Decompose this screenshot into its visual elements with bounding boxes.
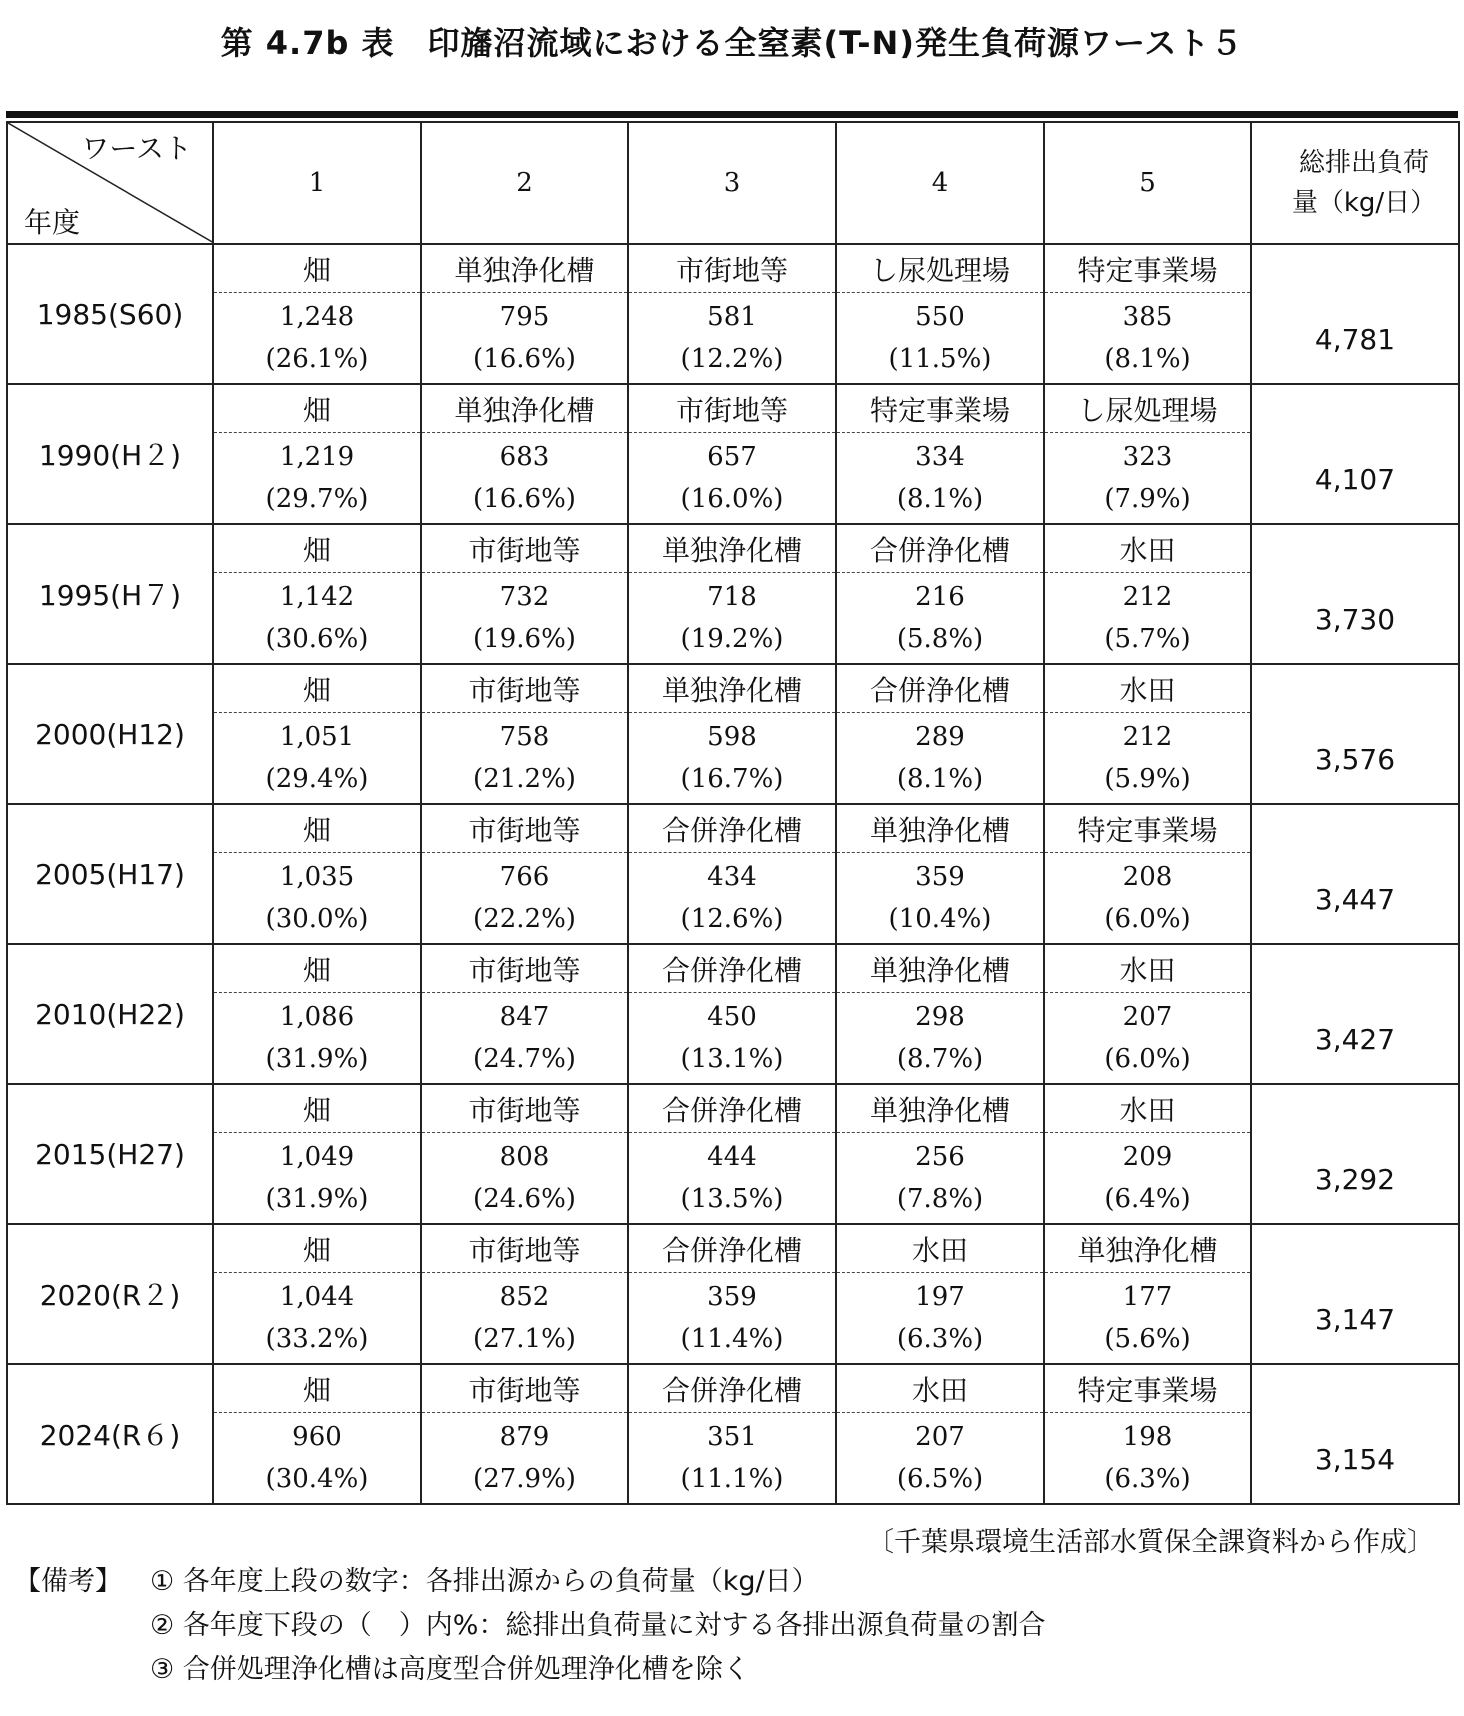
- value-row: [7, 1413, 1459, 1505]
- source-row: [7, 944, 1459, 993]
- value-cell: [213, 1413, 421, 1505]
- year-cell: 1985(S60): [7, 244, 213, 384]
- source-cell: 単独浄化槽: [421, 244, 628, 293]
- value-cell: [836, 993, 1044, 1085]
- load-value: 879: [499, 1422, 550, 1452]
- load-value: 657: [707, 442, 757, 472]
- load-value: 334: [915, 442, 965, 472]
- source-cell: 水田: [836, 1364, 1044, 1413]
- value-cell: [421, 1413, 628, 1505]
- load-value: 209: [1122, 1142, 1173, 1172]
- source-cell: 畑: [213, 1364, 421, 1413]
- load-percent: (24.7%): [473, 1044, 576, 1074]
- source-cell: 単独浄化槽: [628, 524, 836, 573]
- load-percent: (12.6%): [680, 904, 784, 934]
- load-percent: (31.9%): [265, 1044, 369, 1074]
- source-row: [7, 244, 1459, 293]
- value-cell: [421, 433, 628, 525]
- load-percent: (27.9%): [473, 1464, 576, 1494]
- value-cell: [836, 853, 1044, 945]
- load-value: 177: [1122, 1282, 1173, 1312]
- source-cell: 畑: [213, 244, 421, 293]
- total-cell: 3,427: [1251, 944, 1459, 1084]
- source-cell: 市街地等: [421, 944, 628, 993]
- table-top-rule: [6, 111, 1458, 118]
- year-cell: 2020(R２): [7, 1224, 213, 1364]
- load-value: 256: [915, 1142, 965, 1172]
- value-cell: [628, 713, 836, 805]
- value-row: [7, 853, 1459, 945]
- load-value: 1,044: [279, 1282, 355, 1312]
- source-row: [7, 804, 1459, 853]
- source-row: [7, 384, 1459, 433]
- value-cell: [213, 713, 421, 805]
- load-percent: (30.6%): [265, 624, 369, 654]
- load-percent: (19.2%): [680, 624, 784, 654]
- source-cell: 水田: [1044, 664, 1251, 713]
- value-cell: [1044, 1133, 1251, 1225]
- rank-header: 1: [213, 122, 421, 244]
- value-cell: [628, 433, 836, 525]
- load-value: 1,049: [279, 1142, 355, 1172]
- source-cell: 市街地等: [421, 1364, 628, 1413]
- source-row: [7, 664, 1459, 713]
- value-cell: [421, 1133, 628, 1225]
- value-cell: [1044, 993, 1251, 1085]
- value-cell: [213, 853, 421, 945]
- source-cell: 市街地等: [421, 664, 628, 713]
- year-cell: 2005(H17): [7, 804, 213, 944]
- value-cell: [213, 993, 421, 1085]
- total-load-header: [1251, 122, 1459, 244]
- value-cell: [421, 573, 628, 665]
- load-value: 718: [707, 582, 757, 612]
- load-value: 960: [292, 1422, 342, 1452]
- rank-header: 3: [628, 122, 836, 244]
- year-cell: 1990(H２): [7, 384, 213, 524]
- load-percent: (8.1%): [1104, 344, 1191, 374]
- load-percent: (19.6%): [473, 624, 576, 654]
- load-value: 766: [499, 862, 550, 892]
- load-value: 197: [915, 1282, 965, 1312]
- load-percent: (7.9%): [1104, 484, 1191, 514]
- source-cell: 畑: [213, 524, 421, 573]
- value-cell: [628, 853, 836, 945]
- value-cell: [421, 1273, 628, 1365]
- total-cell: 3,730: [1251, 524, 1459, 664]
- load-percent: (8.1%): [896, 484, 984, 514]
- load-value: 598: [707, 722, 757, 752]
- value-cell: [1044, 293, 1251, 385]
- total-header-line2: 量（kg/日）: [1291, 188, 1437, 218]
- load-value: 732: [499, 582, 550, 612]
- load-value: 207: [1122, 1002, 1173, 1032]
- load-value: 1,051: [279, 722, 355, 752]
- load-percent: (6.5%): [896, 1464, 984, 1494]
- source-cell: 市街地等: [421, 804, 628, 853]
- load-value: 216: [915, 582, 965, 612]
- load-percent: (30.0%): [265, 904, 369, 934]
- total-cell: 3,447: [1251, 804, 1459, 944]
- load-value: 795: [499, 302, 550, 332]
- source-cell: 水田: [1044, 944, 1251, 993]
- value-row: [7, 433, 1459, 525]
- header-row: [7, 122, 1459, 244]
- corner-header-cell: [7, 122, 213, 244]
- value-cell: [628, 1413, 836, 1505]
- source-cell: 市街地等: [421, 1224, 628, 1273]
- load-percent: (12.2%): [680, 344, 784, 374]
- notes-section: [14, 1560, 1045, 1692]
- load-value: 1,035: [279, 862, 355, 892]
- value-cell: [421, 293, 628, 385]
- load-percent: (16.6%): [473, 484, 576, 514]
- value-cell: [421, 853, 628, 945]
- year-cell: 2015(H27): [7, 1084, 213, 1224]
- load-value: 359: [707, 1282, 757, 1312]
- value-cell: [1044, 433, 1251, 525]
- source-cell: 合併浄化槽: [836, 664, 1044, 713]
- value-cell: [421, 993, 628, 1085]
- source-cell: 水田: [1044, 524, 1251, 573]
- total-cell: 3,292: [1251, 1084, 1459, 1224]
- load-percent: (6.0%): [1104, 1044, 1191, 1074]
- source-cell: 単独浄化槽: [1044, 1224, 1251, 1273]
- load-percent: (6.0%): [1104, 904, 1191, 934]
- load-value: 1,219: [279, 442, 355, 472]
- load-percent: (6.3%): [1104, 1464, 1191, 1494]
- source-cell: 合併浄化槽: [628, 804, 836, 853]
- value-cell: [628, 1133, 836, 1225]
- load-value: 212: [1122, 722, 1173, 752]
- load-value: 852: [499, 1282, 550, 1312]
- load-percent: (29.4%): [265, 764, 369, 794]
- rank-header: 5: [1044, 122, 1251, 244]
- total-cell: 3,147: [1251, 1224, 1459, 1364]
- value-cell: [213, 433, 421, 525]
- load-value: 581: [707, 302, 757, 332]
- year-cell: 2010(H22): [7, 944, 213, 1084]
- load-value: 385: [1122, 302, 1173, 332]
- load-value: 208: [1122, 862, 1173, 892]
- load-percent: (30.4%): [265, 1464, 369, 1494]
- value-cell: [1044, 713, 1251, 805]
- source-row: [7, 1224, 1459, 1273]
- load-percent: (6.3%): [896, 1324, 984, 1354]
- source-cell: 畑: [213, 1224, 421, 1273]
- source-note: 〔千葉県環境生活部水質保全課資料から作成〕: [867, 1527, 1434, 1558]
- load-percent: (31.9%): [265, 1184, 369, 1214]
- year-cell: 1995(H７): [7, 524, 213, 664]
- load-percent: (16.6%): [473, 344, 576, 374]
- load-percent: (5.7%): [1104, 624, 1191, 654]
- load-percent: (5.8%): [896, 624, 984, 654]
- load-percent: (10.4%): [888, 904, 992, 934]
- value-row: [7, 573, 1459, 665]
- load-value: 758: [499, 722, 550, 752]
- source-cell: し尿処理場: [1044, 384, 1251, 433]
- source-cell: し尿処理場: [836, 244, 1044, 293]
- value-row: [7, 993, 1459, 1085]
- value-cell: [628, 573, 836, 665]
- source-cell: 合併浄化槽: [628, 944, 836, 993]
- source-cell: 畑: [213, 944, 421, 993]
- source-cell: 単独浄化槽: [836, 804, 1044, 853]
- source-cell: 特定事業場: [1044, 244, 1251, 293]
- load-percent: (13.5%): [680, 1184, 784, 1214]
- source-cell: 特定事業場: [1044, 804, 1251, 853]
- load-value: 808: [499, 1142, 550, 1172]
- load-value: 847: [499, 1002, 550, 1032]
- value-cell: [836, 573, 1044, 665]
- load-percent: (11.5%): [888, 344, 992, 374]
- load-percent: (8.1%): [896, 764, 984, 794]
- total-cell: 3,576: [1251, 664, 1459, 804]
- rank-header: 2: [421, 122, 628, 244]
- source-row: [7, 524, 1459, 573]
- load-percent: (26.1%): [265, 344, 369, 374]
- value-cell: [628, 293, 836, 385]
- load-percent: (22.2%): [473, 904, 576, 934]
- source-cell: 畑: [213, 804, 421, 853]
- load-value: 450: [707, 1002, 757, 1032]
- load-value: 323: [1122, 442, 1173, 472]
- year-label: 年度: [24, 206, 81, 239]
- worst-label: ワースト: [81, 132, 192, 165]
- value-cell: [836, 713, 1044, 805]
- load-percent: (16.0%): [680, 484, 784, 514]
- source-cell: 市街地等: [628, 244, 836, 293]
- value-cell: [421, 713, 628, 805]
- value-cell: [628, 993, 836, 1085]
- value-cell: [836, 1413, 1044, 1505]
- load-percent: (6.4%): [1104, 1184, 1191, 1214]
- source-cell: 畑: [213, 384, 421, 433]
- load-percent: (5.6%): [1104, 1324, 1191, 1354]
- note-item: ① 各年度上段の数字：各排出源からの負荷量（kg/日）: [150, 1566, 819, 1597]
- load-percent: (5.9%): [1104, 764, 1191, 794]
- load-percent: (13.1%): [680, 1044, 784, 1074]
- source-cell: 水田: [1044, 1084, 1251, 1133]
- source-cell: 特定事業場: [836, 384, 1044, 433]
- load-value: 298: [915, 1002, 965, 1032]
- source-cell: 合併浄化槽: [836, 524, 1044, 573]
- load-percent: (7.8%): [896, 1184, 984, 1214]
- source-cell: 特定事業場: [1044, 1364, 1251, 1413]
- value-cell: [1044, 853, 1251, 945]
- load-value: 1,142: [279, 582, 355, 612]
- value-cell: [836, 1133, 1044, 1225]
- source-cell: 畑: [213, 664, 421, 713]
- value-row: [7, 1273, 1459, 1365]
- total-cell: 3,154: [1251, 1364, 1459, 1504]
- source-cell: 水田: [836, 1224, 1044, 1273]
- load-percent: (11.1%): [680, 1464, 784, 1494]
- load-percent: (29.7%): [265, 484, 369, 514]
- value-cell: [1044, 1273, 1251, 1365]
- source-cell: 畑: [213, 1084, 421, 1133]
- load-value: 1,248: [279, 302, 355, 332]
- load-percent: (33.2%): [265, 1324, 369, 1354]
- total-header-line1: 総排出負荷: [1298, 148, 1429, 178]
- load-value: 207: [915, 1422, 965, 1452]
- value-cell: [1044, 573, 1251, 665]
- rank-header: 4: [836, 122, 1044, 244]
- value-cell: [628, 1273, 836, 1365]
- source-cell: 市街地等: [421, 524, 628, 573]
- page-title: 第 4.7b 表 印旛沼流域における全窒素(T-N)発生負荷源ワースト５: [220, 24, 1244, 62]
- load-value: 1,086: [279, 1002, 355, 1032]
- value-cell: [836, 1273, 1044, 1365]
- value-cell: [213, 293, 421, 385]
- year-cell: 2024(R６): [7, 1364, 213, 1504]
- load-percent: (24.6%): [473, 1184, 576, 1214]
- load-value: 351: [707, 1422, 757, 1452]
- note-item: ③ 合併処理浄化槽は高度型合併処理浄化槽を除く: [150, 1654, 750, 1685]
- source-cell: 合併浄化槽: [628, 1364, 836, 1413]
- load-value: 198: [1122, 1422, 1173, 1452]
- source-cell: 合併浄化槽: [628, 1084, 836, 1133]
- load-percent: (8.7%): [896, 1044, 984, 1074]
- load-percent: (11.4%): [680, 1324, 784, 1354]
- load-value: 444: [707, 1142, 757, 1172]
- notes-label: 【備考】: [14, 1566, 122, 1597]
- load-value: 683: [499, 442, 550, 472]
- load-value: 289: [915, 722, 965, 752]
- load-percent: (16.7%): [680, 764, 784, 794]
- value-cell: [213, 1133, 421, 1225]
- value-row: [7, 293, 1459, 385]
- source-cell: 単独浄化槽: [836, 1084, 1044, 1133]
- value-row: [7, 713, 1459, 805]
- year-cell: 2000(H12): [7, 664, 213, 804]
- load-percent: (27.1%): [473, 1324, 576, 1354]
- source-cell: 合併浄化槽: [628, 1224, 836, 1273]
- value-cell: [836, 293, 1044, 385]
- load-value: 212: [1122, 582, 1173, 612]
- total-cell: 4,107: [1251, 384, 1459, 524]
- source-cell: 単独浄化槽: [836, 944, 1044, 993]
- load-value: 550: [915, 302, 965, 332]
- value-cell: [213, 1273, 421, 1365]
- source-cell: 単独浄化槽: [421, 384, 628, 433]
- value-row: [7, 1133, 1459, 1225]
- source-row: [7, 1084, 1459, 1133]
- source-cell: 市街地等: [421, 1084, 628, 1133]
- note-item: ② 各年度下段の（ ）内%：総排出負荷量に対する各排出源負荷量の割合: [150, 1610, 1046, 1641]
- value-cell: [213, 573, 421, 665]
- value-cell: [1044, 1413, 1251, 1505]
- worst5-table: [6, 121, 1460, 1505]
- total-cell: 4,781: [1251, 244, 1459, 384]
- load-value: 359: [915, 862, 965, 892]
- load-percent: (21.2%): [473, 764, 576, 794]
- value-cell: [836, 433, 1044, 525]
- source-cell: 市街地等: [628, 384, 836, 433]
- source-row: [7, 1364, 1459, 1413]
- load-value: 434: [707, 862, 757, 892]
- source-cell: 単独浄化槽: [628, 664, 836, 713]
